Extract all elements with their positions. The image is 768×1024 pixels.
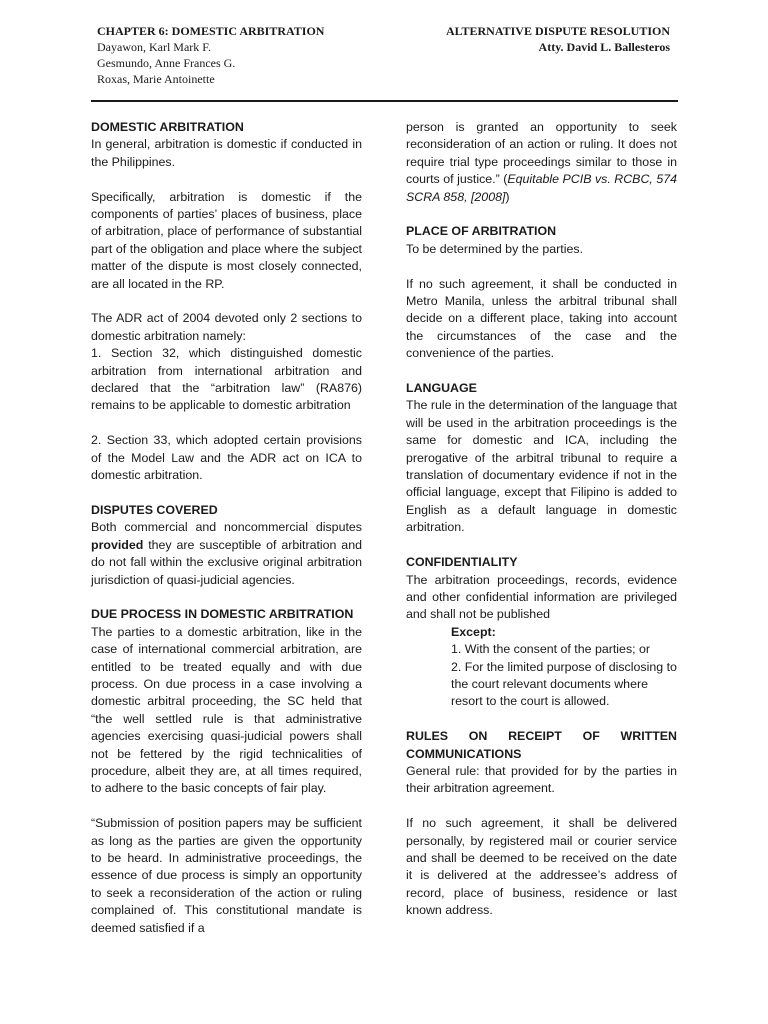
disputes-p1: Both commercial and noncommercial disputes provided they are susceptible of arbitration and do not fall within the exclusive original arbitration jurisdiction of quasi-judicial agencies.: [91, 520, 362, 587]
header-right: [446, 23, 670, 55]
domestic-p2: Specifically, arbitration is domestic if the components of parties’ places of business, place of arbitration, place of performance of substantial part of the obligation and place where the subject matter of the dispute is most closely connected, are all located in the RP.: [91, 189, 362, 291]
author-2: Gesmundo, Anne Frances G.: [97, 56, 236, 70]
language-p1: The rule in the determination of the language that will be used in the arbitration proceedings is the same for domestic and ICA, including the prerogative of the arbitral tribunal to require a translation of documentary evidence if not in the official language, except that Filipino is added to English as a default language in domestic arbitration.: [406, 398, 677, 535]
domestic-p3: The ADR act of 2004 devoted only 2 sections to domestic arbitration namely:: [91, 311, 362, 343]
rules-heading: RULES ON RECEIPT OF WRITTEN COMMUNICATIONS: [406, 729, 677, 761]
place-p1: To be determined by the parties.: [406, 241, 584, 256]
language-heading: LANGUAGE: [406, 381, 477, 396]
domestic-p1: In general, arbitration is domestic if conducted in the Philippines.: [91, 137, 362, 169]
domestic-heading: DOMESTIC ARBITRATION: [91, 120, 244, 134]
due-process-p1: The parties to a domestic arbitration, like in the case of international commercial arbitration, are entitled to be treated equally and with due process. On due process in a case involving a domestic arbitral proceeding, the SC held that “the well settled rule is that administrative agencies exercising quasi-judicial powers shall not be fettered by the rigid technicalities of procedure, albeit they are, at all times required, to adhere to the basic concepts of fair play.: [91, 624, 362, 796]
rules-p1: General rule: that provided for by the parties in their arbitration agreement.: [406, 763, 677, 796]
header-left: [97, 23, 324, 87]
header-divider: [91, 100, 678, 102]
place-p2: If no such agreement, it shall be conducted in Metro Manila, unless the arbitral tribunal shall decide on a different place, taking into account the circumstances of the case and the convenience of the parties.: [406, 276, 677, 361]
left-column: [91, 119, 362, 937]
domestic-p5: 2. Section 33, which adopted certain provisions of the Model Law and the ADR act on ICA to domestic arbitration.: [91, 433, 362, 483]
confidentiality-item-1: 1. With the consent of the parties; or: [451, 642, 651, 657]
domestic-p4: 1. Section 32, which distinguished domestic arbitration from international arbitration and declared that the “arbitration law” (RA876) remains to be applicable to domestic arbitration: [91, 346, 362, 413]
confidentiality-heading: CONFIDENTIALITY: [406, 555, 518, 570]
due-process-continued: person is granted an opportunity to seek reconsideration of an action or ruling. It does not require trial type proceedings similar to those in courts of justice.” (Equitable PCIB vs. RCBC, 574 SCRA 858, [2008]): [406, 120, 677, 204]
confidentiality-except: Except:: [451, 624, 496, 639]
due-process-heading: DUE PROCESS IN DOMESTIC ARBITRATION: [91, 607, 354, 622]
disputes-heading: DISPUTES COVERED: [91, 502, 218, 517]
instructor: Atty. David L. Ballesteros: [538, 40, 670, 54]
right-column: [406, 119, 677, 920]
confidentiality-p1: The arbitration proceedings, records, evidence and other confidential information are privileged and shall not be published: [406, 572, 677, 622]
rules-p2: If no such agreement, it shall be delivered personally, by registered mail or courier service and shall be deemed to be received on the date it is delivered at the addressee’s address of record, place of business, residence or last known address.: [406, 816, 677, 918]
author-3: Roxas, Marie Antoinette: [97, 72, 215, 86]
place-heading: PLACE OF ARBITRATION: [406, 224, 557, 239]
author-1: Dayawon, Karl Mark F.: [97, 40, 212, 54]
chapter-title: CHAPTER 6: DOMESTIC ARBITRATION: [97, 24, 325, 38]
course-title: ALTERNATIVE DISPUTE RESOLUTION: [445, 24, 670, 38]
confidentiality-item-2: 2. For the limited purpose of disclosing to the court relevant documents where resort to the court is allowed.: [451, 659, 677, 709]
due-process-p2: “Submission of position papers may be sufficient as long as the parties are given the opportunity to be heard. In administrative proceedings, the essence of due process is simply an opportunity to seek a reconsideration of the action or ruling complained of. This constitutional mandate is deemed satisfied if a: [91, 816, 362, 935]
